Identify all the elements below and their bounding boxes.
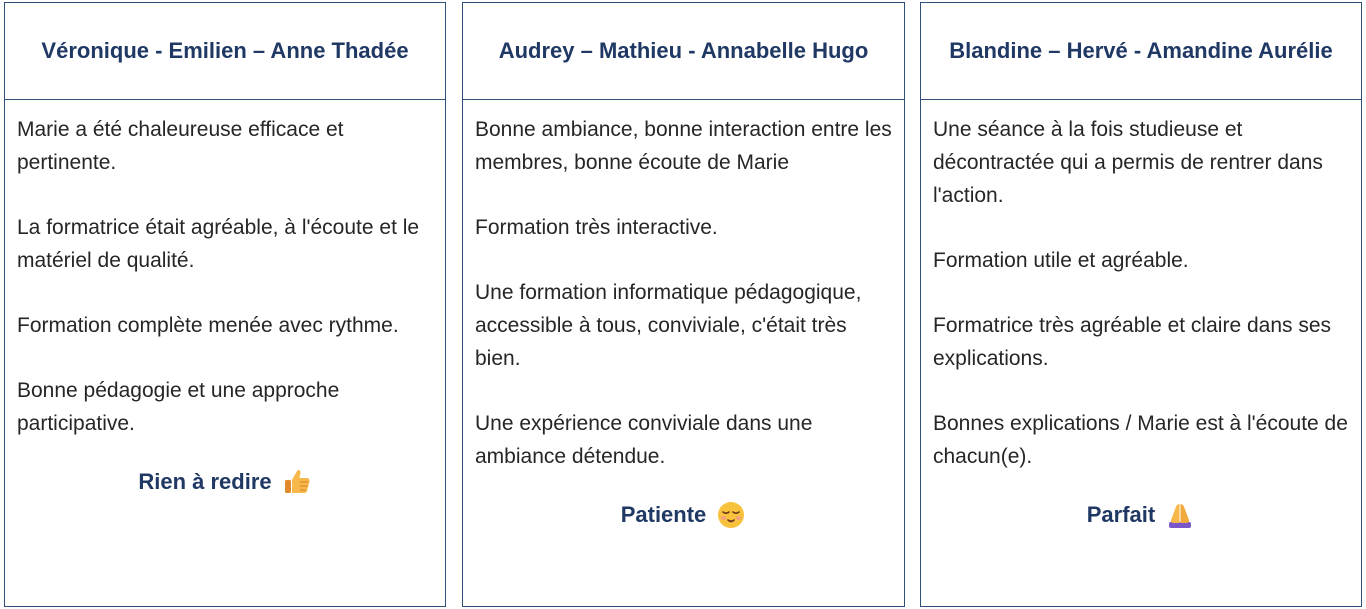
comment: Bonne pédagogie et une approche participative. xyxy=(17,379,340,435)
verdict-label: Rien à redire xyxy=(138,469,272,494)
card-title: Blandine – Hervé - Amandine Aurélie xyxy=(949,38,1333,63)
comment: Marie a été chaleureuse efficace et pertinente. xyxy=(17,118,344,174)
card-body xyxy=(921,100,1361,531)
folded-hands-icon xyxy=(1165,500,1195,530)
comment: Une formation informatique pédagogique, accessible à tous, conviviale, c'était très bien. xyxy=(475,281,862,370)
card-title: Véronique - Emilien – Anne Thadée xyxy=(41,38,409,63)
comment: Formation complète menée avec rythme. xyxy=(17,314,399,337)
comment: La formatrice était agréable, à l'écoute et le matériel de qualité. xyxy=(17,216,420,272)
comment: Bonnes explications / Marie est à l'écoute de chacun(e). xyxy=(933,412,1348,468)
feedback-card-3 xyxy=(920,2,1362,607)
relieved-face-icon xyxy=(716,500,746,530)
comment: Formation utile et agréable. xyxy=(933,249,1189,272)
card-body xyxy=(463,100,904,531)
comment: Formatrice très agréable et claire dans ses explications. xyxy=(933,314,1332,370)
comment: Bonne ambiance, bonne interaction entre les membres, bonne écoute de Marie xyxy=(475,118,892,174)
card-header xyxy=(921,3,1361,100)
comment: Formation très interactive. xyxy=(475,216,718,239)
verdict-label: Patiente xyxy=(620,502,707,527)
card-title: Audrey – Mathieu - Annabelle Hugo xyxy=(498,38,869,63)
comment: Une séance à la fois studieuse et décontractée qui a permis de rentrer dans l'action. xyxy=(933,118,1323,207)
verdict xyxy=(933,499,1349,531)
card-header xyxy=(463,3,904,100)
verdict xyxy=(17,466,433,498)
feedback-card-2 xyxy=(462,2,905,607)
thumbs-up-icon xyxy=(282,467,312,497)
verdict xyxy=(475,499,892,531)
verdict-label: Parfait xyxy=(1086,502,1156,527)
comment: Une expérience conviviale dans une ambiance détendue. xyxy=(475,412,813,468)
card-header xyxy=(5,3,445,100)
feedback-card-1 xyxy=(4,2,446,607)
card-body xyxy=(5,100,445,498)
